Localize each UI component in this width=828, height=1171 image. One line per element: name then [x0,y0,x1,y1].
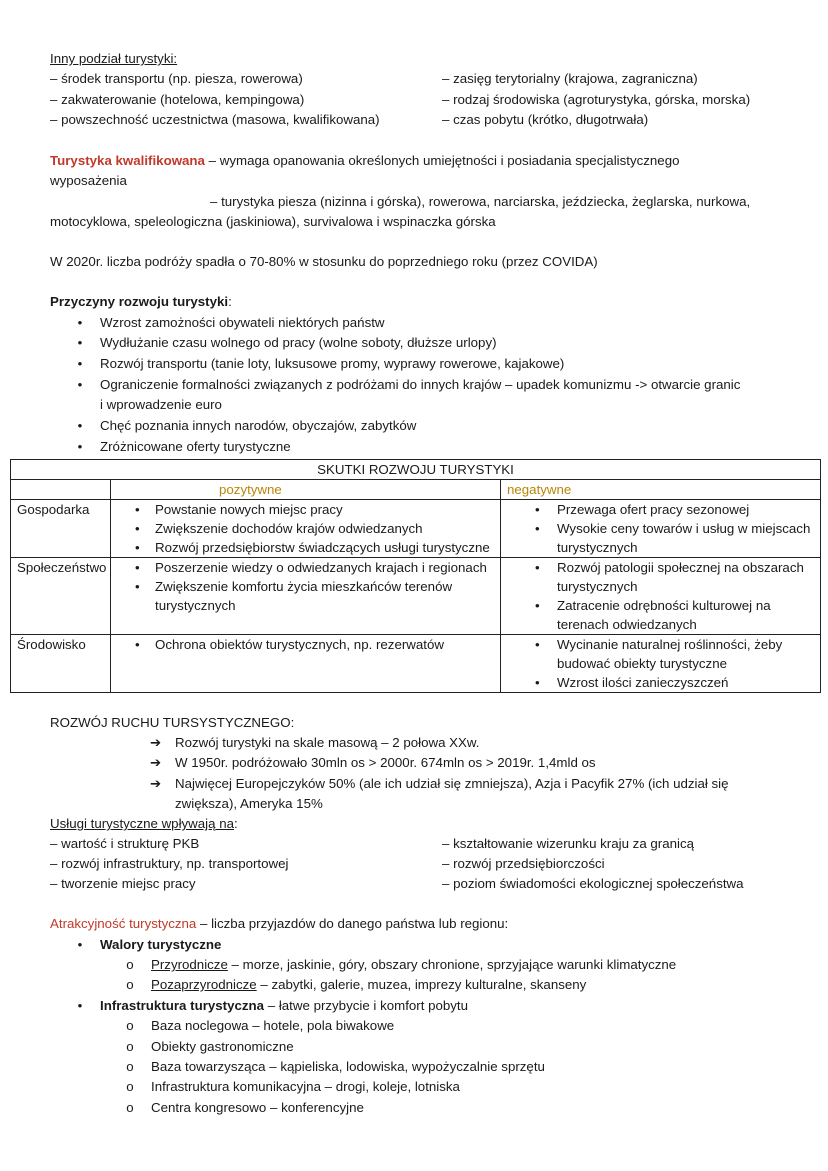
circle-bullet: o [126,1039,134,1054]
cause-item: Zróżnicowane oferty turystyczne [100,439,291,454]
bullet: • [77,315,83,330]
bullet: • [77,937,83,952]
list-item: • Poszerzenie wiedzy o odwiedzanych krajach i regionach [111,558,500,577]
qualified-line3: – turystyka piesza (nizinna i górska), rowerowa, narciarska, jeździecka, żeglarska, nurkowa, [210,194,751,209]
negative-cell [501,635,821,693]
services-right-2: – rozwój przedsiębiorczości [442,856,605,871]
list-item: • Przewaga ofert pracy sezonowej [501,500,820,519]
circle-bullet: o [126,1100,134,1115]
row-label: Środowisko [11,635,111,693]
circle-bullet: o [126,1018,134,1033]
list-item: • Wysokie ceny towarów i usług w miejscach turystycznych [501,519,820,557]
infra-line [100,996,468,1016]
row-label: Gospodarka [11,500,111,558]
table-title-row [11,460,821,480]
intro-right-2: – rodzaj środowiska (agroturystyka, górska, morska) [442,92,751,107]
services-heading-text: Usługi turystyczne wpływają na [50,816,235,831]
causes-colon: : [228,294,232,309]
negative-header: negatywne [501,480,821,500]
qualified-def: – wymaga opanowania określonych umiejętności i posiadania specjalistycznego [204,153,680,168]
intro-left-1: – środek transportu (np. piesza, rowerowa) [50,71,303,86]
bullet: • [77,356,83,371]
services-right-1: – kształtowanie wizerunku kraju za granicą [442,836,695,851]
table-row [11,635,821,693]
cause-item-cont: i wprowadzenie euro [100,397,222,412]
services-left-3: – tworzenie miejsc pracy [50,876,196,891]
movement-item-cont: zwiększa), Ameryka 15% [175,796,323,811]
infra-def: – łatwe przybycie i komfort pobytu [264,998,469,1013]
circle-bullet: o [126,1059,134,1074]
intro-left-2: – zakwaterowanie (hotelowa, kempingowa) [50,92,305,107]
intro-right-3: – czas pobytu (krótko, długotrwała) [442,112,649,127]
arrow-icon: ➔ [150,776,162,791]
causes-heading [50,292,232,312]
movement-item: Rozwój turystyki na skale masową – 2 połowa XXw. [175,735,480,750]
list-item: • Powstanie nowych miejsc pracy [111,500,500,519]
cause-item: Wzrost zamożności obywateli niektórych państw [100,315,385,330]
natural-values [151,955,676,975]
infra-item: Infrastruktura komunikacyjna – drogi, koleje, lotniska [151,1079,460,1094]
circle-bullet: o [126,977,134,992]
natural-term: Przyrodnicze [151,957,228,972]
negative-cell [501,558,821,635]
qualified-term: Turystyka kwalifikowana [50,153,205,168]
list-item: • Wzrost ilości zanieczyszczeń [501,673,820,692]
bullet: • [77,439,83,454]
row-label: Społeczeństwo [11,558,111,635]
causes-heading-text: Przyczyny rozwoju turystyki [50,294,229,309]
list-item: • Zwiększenie komfortu życia mieszkańców terenów turystycznych [111,577,500,615]
list-item: • Zwiększenie dochodów krajów odwiedzanych [111,519,500,538]
services-left-2: – rozwój infrastruktury, np. transportowej [50,856,289,871]
cause-item: Rozwój transportu (tanie loty, luksusowe promy, wyprawy rowerowe, kajakowe) [100,356,565,371]
table-title: SKUTKI ROZWOJU TURYSTYKI [11,460,821,480]
positive-cell [111,635,501,693]
list-item: • Wycinanie naturalnej roślinności, żeby budować obiekty turystyczne [501,635,820,673]
attract-term: Atrakcyjność turystyczna [50,916,197,931]
positive-cell [111,500,501,558]
movement-item: Najwięcej Europejczyków 50% (ale ich udział się zmniejsza), Azja i Pacyfik 27% (ich udział się [175,776,729,791]
infra-item: Obiekty gastronomiczne [151,1039,294,1054]
infra-heading: Infrastruktura turystyczna [100,998,265,1013]
intro-right-1: – zasięg terytorialny (krajowa, zagraniczna) [442,71,698,86]
circle-bullet: o [126,1079,134,1094]
list-item: • Rozwój patologii społecznej na obszarach turystycznych [501,558,820,596]
nonnatural-def: – zabytki, galerie, muzea, imprezy kulturalne, skanseny [256,977,587,992]
list-item: • Rozwój przedsiębiorstw świadczących usługi turystyczne [111,538,500,557]
arrow-icon: ➔ [150,735,162,750]
circle-bullet: o [126,957,134,972]
effects-table [10,459,821,693]
infra-item: Centra kongresowo – konferencyjne [151,1100,364,1115]
qualified-line4: motocyklowa, speleologiczna (jaskiniowa), survivalowa i wspinaczka górska [50,214,496,229]
list-item: • Ochrona obiektów turystycznych, np. rezerwatów [111,635,500,654]
table-row [11,558,821,635]
movement-item: W 1950r. podróżowało 30mln os > 2000r. 674mln os > 2019r. 1,4mld os [175,755,596,770]
intro-left-3: – powszechność uczestnictwa (masowa, kwalifikowana) [50,112,380,127]
cause-item: Ograniczenie formalności związanych z podróżami do innych krajów – upadek komunizmu -> otwarcie granic [100,377,741,392]
services-left-1: – wartość i strukturę PKB [50,836,200,851]
infra-item: Baza noclegowa – hotele, pola biwakowe [151,1018,395,1033]
movement-heading: ROZWÓJ RUCHU TURSYSTYCZNEGO: [50,715,295,730]
qualified-line2: wyposażenia [50,173,127,188]
covid-note: W 2020r. liczba podróży spadła o 70-80% w stosunku do poprzedniego roku (przez COVIDA) [50,254,598,269]
bullet: • [77,998,83,1013]
services-colon: : [234,816,238,831]
bullet: • [77,377,83,392]
services-heading [50,814,238,834]
services-right-3: – poziom świadomości ekologicznej społeczeństwa [442,876,744,891]
qualified-line1 [50,151,679,171]
table-header-row [11,480,821,500]
infra-item: Baza towarzysząca – kąpieliska, lodowiska, wypożyczalnie sprzętu [151,1059,545,1074]
table-corner [11,480,111,500]
bullet: • [77,418,83,433]
cause-item: Chęć poznania innych narodów, obyczajów, zabytków [100,418,417,433]
values-heading: Walory turystyczne [100,937,222,952]
positive-header: pozytywne [111,480,501,500]
intro-heading: Inny podział turystyki: [50,51,178,66]
bullet: • [77,335,83,350]
arrow-icon: ➔ [150,755,162,770]
nonnatural-values [151,975,586,995]
negative-cell [501,500,821,558]
cause-item: Wydłużanie czasu wolnego od pracy (wolne soboty, dłuższe urlopy) [100,335,497,350]
nonnatural-term: Pozaprzyrodnicze [151,977,257,992]
natural-def: – morze, jaskinie, góry, obszary chronione, sprzyjające warunki klimatyczne [227,957,677,972]
positive-cell [111,558,501,635]
table-row [11,500,821,558]
list-item: • Zatracenie odrębności kulturowej na terenach odwiedzanych [501,596,820,634]
attract-line [50,914,508,934]
attract-def: – liczba przyjazdów do danego państwa lub regionu: [196,916,509,931]
